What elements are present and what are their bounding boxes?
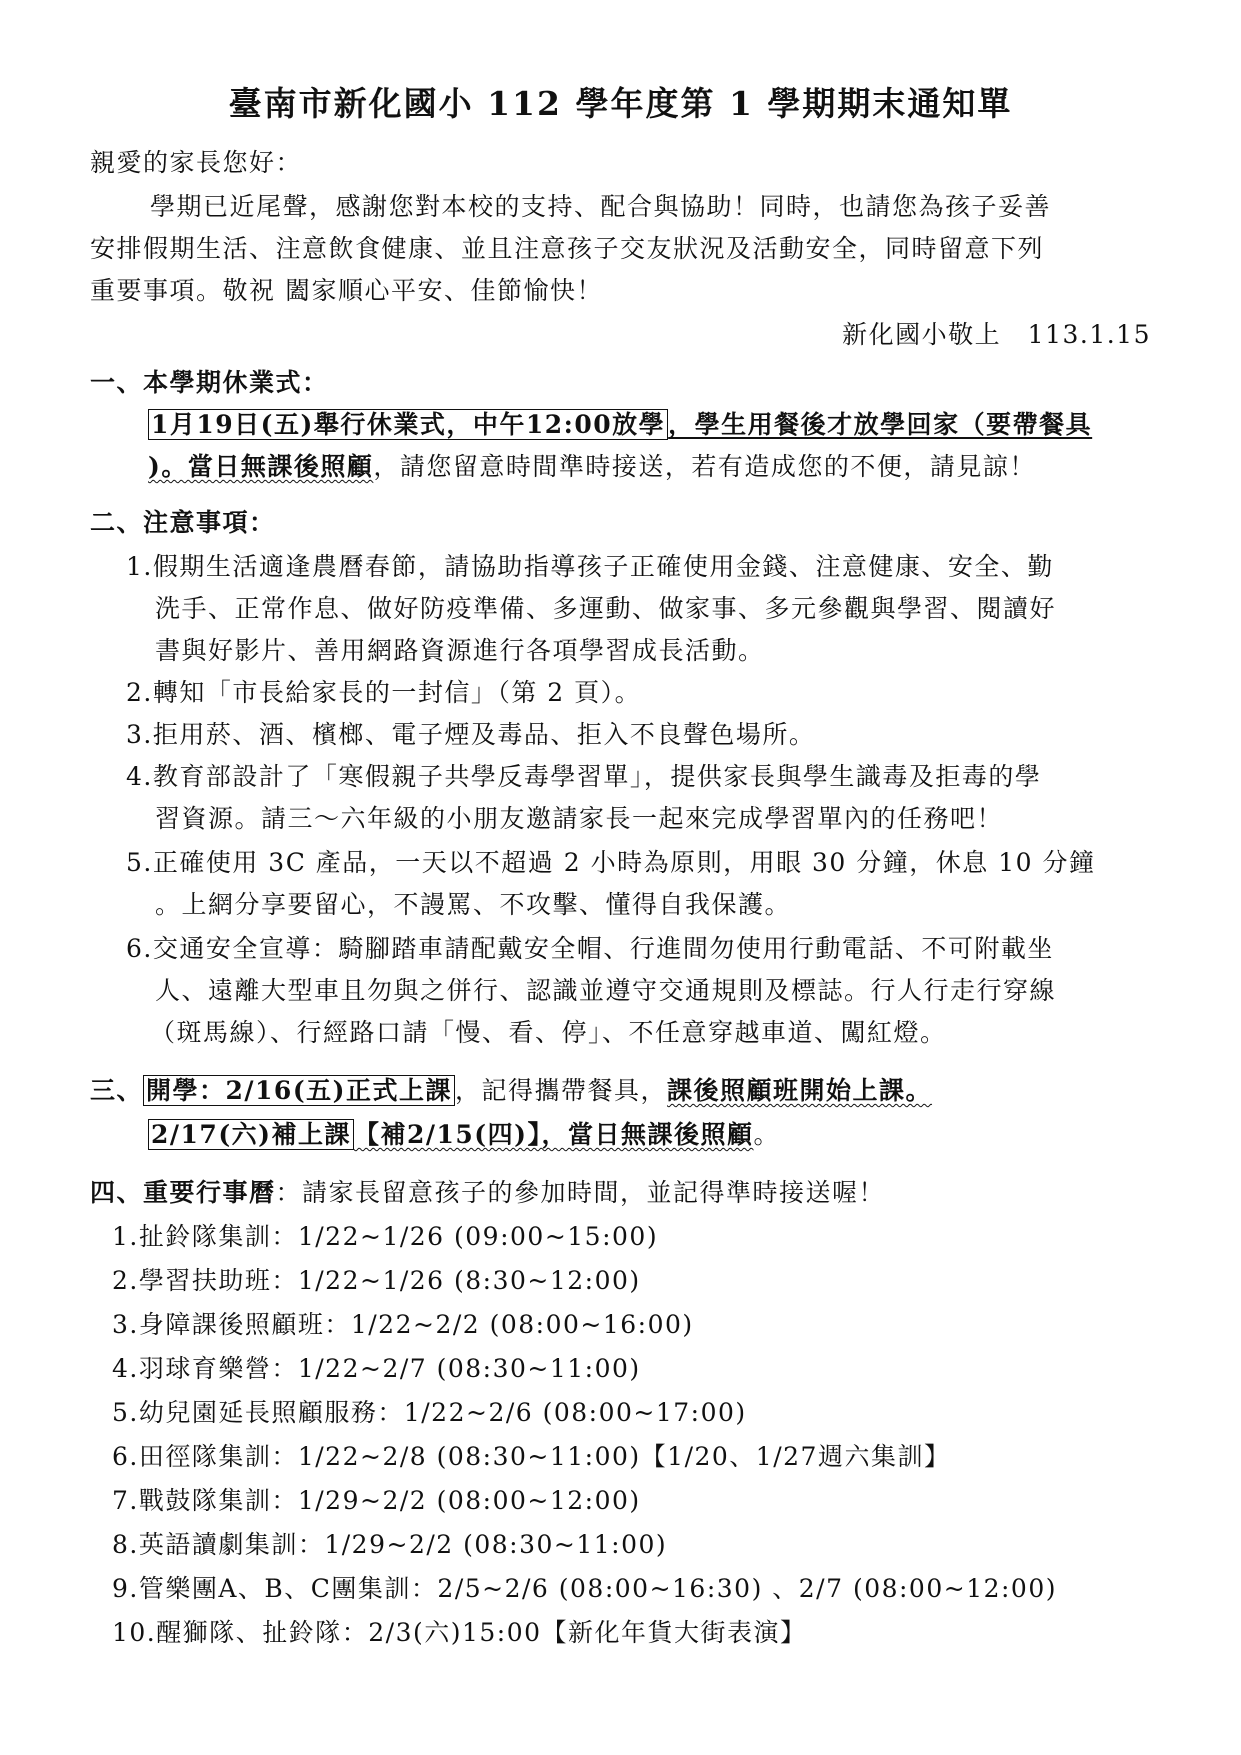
section-4-heading-line [90,1176,885,1210]
notice-item-line: 人、遠離大型車且勿與之併行、認識並遵守交通規則及標誌。行人行走行穿線 [155,976,1057,1005]
calendar-item: 7.戰鼓隊集訓：1/29~2/2 (08:00~12:00) [112,1486,641,1515]
signature: 新化國小敬上 113.1.15 [842,320,1151,349]
calendar-item: 10.醒獅隊、扯鈴隊：2/3(六)15:00【新化年貨大街表演】 [112,1618,807,1647]
calendar-item: 8.英語讀劇集訓：1/29~2/2 (08:30~11:00) [112,1530,668,1559]
section-3-line-2 [148,1118,780,1152]
calendar-item: 1.扯鈴隊集訓：1/22~1/26 (09:00~15:00) [112,1222,659,1251]
intro-line-1: 學期已近尾聲，感謝您對本校的支持、配合與協助！同時，也請您為孩子妥善 [150,192,1052,221]
notice-item-line: 洗手、正常作息、做好防疫準備、多運動、做家事、多元參觀與學習、閱讀好 [155,594,1057,623]
section-3-line-1 [90,1074,932,1108]
notice-item-line: 習資源。請三～六年級的小朋友邀請家長一起來完成學習單內的任務吧！ [155,804,1004,833]
notice-item-line: （斑馬線）、行經路口請「慢、看、停」、不任意穿越車道、闖紅燈。 [150,1018,947,1047]
page-title: 臺南市新化國小 112 學年度第 1 學期期末通知單 [228,84,1013,123]
section-4-heading: 四、重要行事曆 [90,1178,276,1207]
intro-line-2: 安排假期生活、注意飲食健康、並且注意孩子交友狀況及活動安全，同時留意下列 [90,234,1045,263]
notice-item-line: 3.拒用菸、酒、檳榔、電子煙及毒品、拒入不良聲色場所。 [126,720,816,749]
notice-item-line: 。上網分享要留心，不謾罵、不攻擊、懂得自我保護。 [155,890,792,919]
section-1-line-1 [148,408,1092,442]
intro-line-3: 重要事項。敬祝 闔家順心平安、佳節愉快！ [90,276,603,305]
makeup-class-note: 【補2/15(四)】，當日無課後照顧 [353,1120,754,1149]
calendar-item: 9.管樂團A、B、C團集訓：2/5~2/6 (08:00~16:30) 、2/7 (08:00~12:00) [112,1574,1057,1603]
notice-item-line: 6.交通安全宣導：騎腳踏車請配戴安全帽、行進間勿使用行動電話、不可附載坐 [126,934,1054,963]
school-start-box: 開學：2/16(五)正式上課 [143,1075,455,1106]
greeting: 親愛的家長您好： [90,148,303,177]
notice-item-line: 2.轉知「市長給家長的一封信」（第 2 頁）。 [126,678,642,707]
section-3-end: 。 [753,1120,780,1149]
notice-item-line: 書與好影片、善用網路資源進行各項學習成長活動。 [155,636,765,665]
calendar-item: 3.身障課後照顧班：1/22~2/2 (08:00~16:00) [112,1310,694,1339]
after-school-care-start: 課後照顧班開始上課。 [667,1076,933,1105]
calendar-item: 5.幼兒園延長照顧服務：1/22~2/6 (08:00~17:00) [112,1398,747,1427]
section-1-line-2 [148,450,1036,484]
calendar-item: 2.學習扶助班：1/22~1/26 (8:30~12:00) [112,1266,641,1295]
lunch-note: ，學生用餐後才放學回家（要帶餐具 [668,410,1093,439]
section-2-heading: 二、注意事項： [90,508,276,537]
section-1-line-2-rest: ，請您留意時間準時接送，若有造成您的不便，請見諒！ [373,452,1036,481]
section-1-heading: 一、本學期休業式： [90,368,329,397]
calendar-item: 4.羽球育樂營：1/22~2/7 (08:30~11:00) [112,1354,641,1383]
notice-item-line: 4.教育部設計了「寒假親子共學反毒學習單」，提供家長與學生識毒及拒毒的學 [126,762,1042,791]
makeup-class-box: 2/17(六)補上課 [148,1119,354,1150]
section-3-prefix: 三、 [90,1076,144,1105]
notice-item-line: 5.正確使用 3C 產品，一天以不超過 2 小時為原則，用眼 30 分鐘，休息 10 分鐘 [126,848,1096,877]
no-after-school-care-note: )。當日無課後照顧 [148,452,374,481]
section-4-heading-rest: ：請家長留意孩子的參加時間，並記得準時接送喔！ [275,1178,886,1207]
calendar-item: 6.田徑隊集訓：1/22~2/8 (08:30~11:00)【1/20、1/27週六集訓】 [112,1442,951,1471]
closing-ceremony-box: 1月19日(五)舉行休業式，中午12:00放學 [148,409,668,440]
notice-item-line: 1.假期生活適逢農曆春節，請協助指導孩子正確使用金錢、注意健康、安全、勤 [126,552,1054,581]
bring-utensils-note: ，記得攜帶餐具， [455,1076,668,1105]
